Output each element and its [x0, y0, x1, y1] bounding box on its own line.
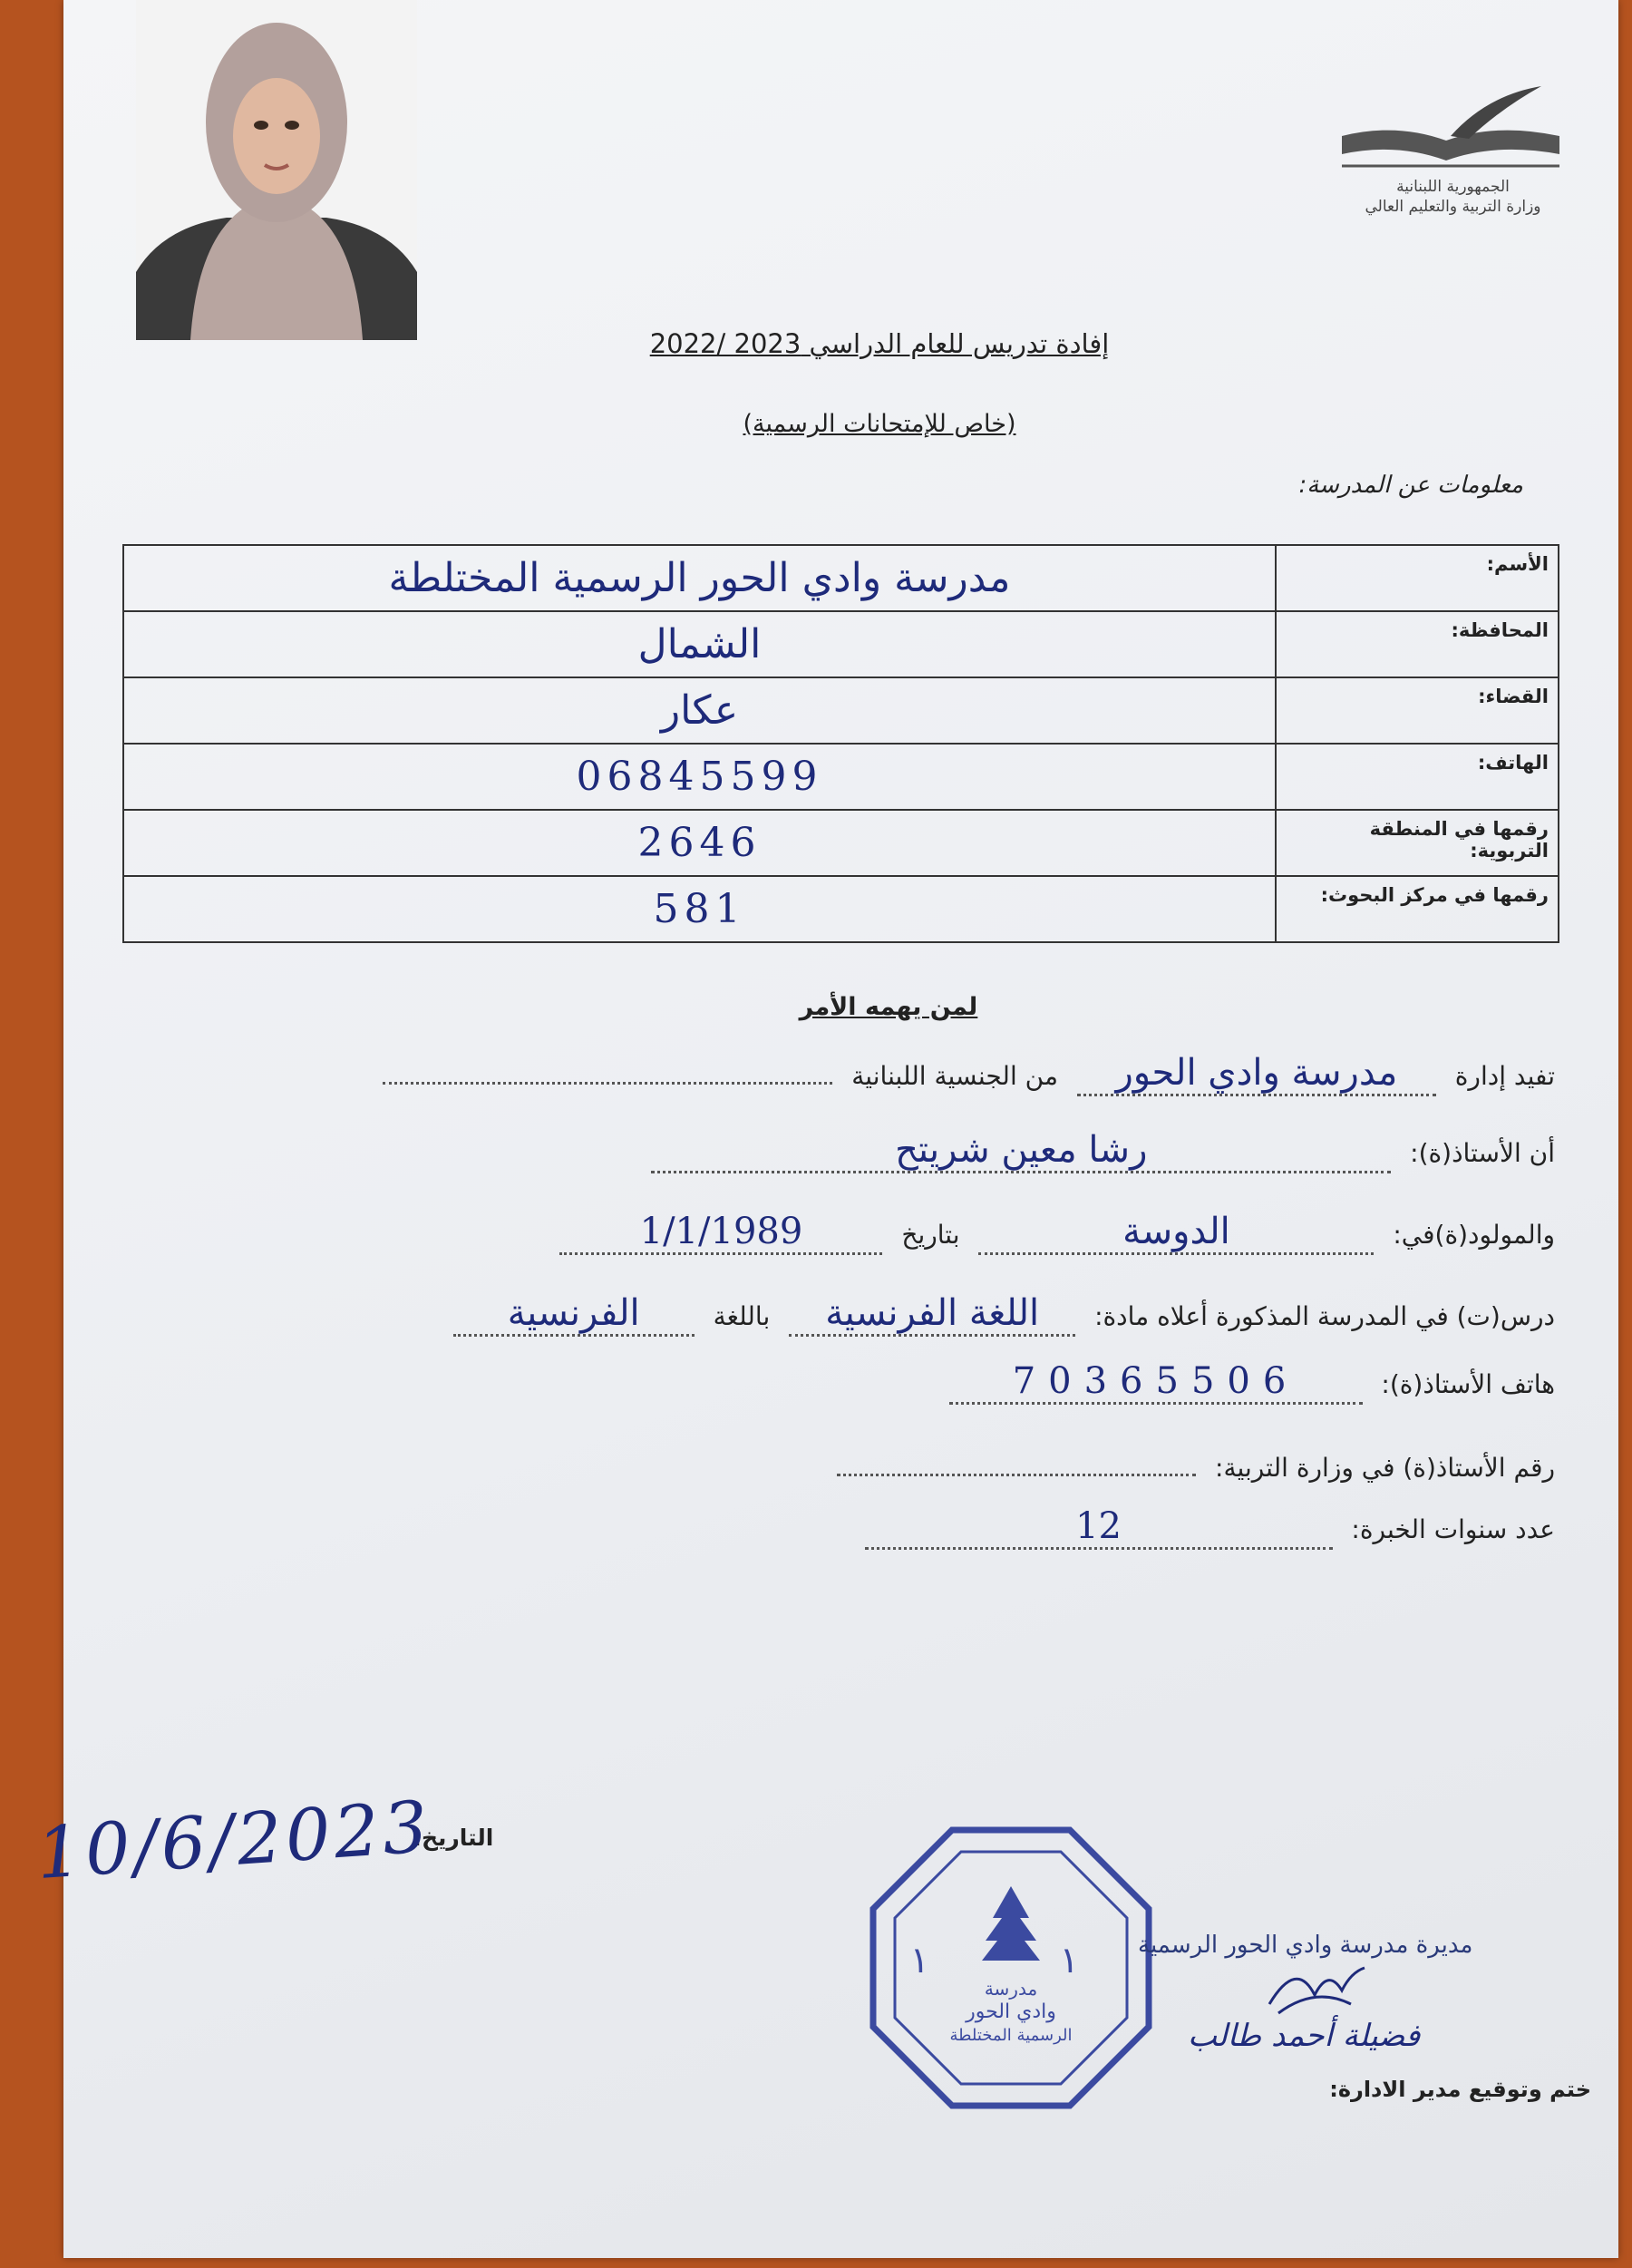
row-label: رقمها في المنطقة التربوية: [1276, 810, 1559, 876]
phone-value: 70365506 [949, 1360, 1363, 1405]
admin-line [372, 1052, 1555, 1096]
document-title: إفادة تدريس للعام الدراسي 2023 /2022 [649, 328, 1110, 359]
row-label: القضاء: [1276, 677, 1559, 744]
document-page [63, 0, 1618, 2258]
table-row [123, 744, 1559, 810]
row-label: الهاتف: [1276, 744, 1559, 810]
ministry-no-value [837, 1437, 1196, 1476]
subject-value: اللغة الفرنسية [789, 1292, 1075, 1337]
row-label: رقمها في مركز البحوث: [1276, 876, 1559, 942]
born-place: الدوسة [978, 1211, 1374, 1255]
svg-text:١: ١ [1059, 1940, 1079, 1981]
director-signature [1260, 1950, 1369, 2022]
experience-label: عدد سنوات الخبرة: [1351, 1514, 1555, 1544]
svg-text:١: ١ [909, 1940, 929, 1981]
teacher-prefix: أن الأستاذ(ة): [1410, 1138, 1555, 1168]
language-label: باللغة [713, 1301, 771, 1331]
teacher-photo [136, 0, 417, 340]
ministry-republic: الجمهورية اللبنانية [1396, 178, 1510, 196]
teacher-name: رشا معين شريتح [651, 1129, 1391, 1173]
admin-prefix: تفيد إدارة [1454, 1061, 1555, 1091]
school-stamp [866, 1823, 1156, 2113]
phone-label: هاتف الأستاذ(ة): [1381, 1369, 1555, 1399]
row-value: 2646 [123, 810, 1276, 876]
row-value: عكار [123, 677, 1276, 744]
row-label: الأسم: [1276, 545, 1559, 611]
admin-value: مدرسة وادي الحور [1077, 1052, 1436, 1096]
table-row [123, 810, 1559, 876]
blank-line [383, 1082, 832, 1085]
table-row [123, 677, 1559, 744]
issue-date: 10/6/2023 [34, 1786, 434, 1896]
row-value: الشمال [123, 611, 1276, 677]
table-row [123, 876, 1559, 942]
teacher-line [640, 1129, 1555, 1173]
school-info-table [122, 544, 1559, 943]
date-label: التاريخ: [413, 1825, 494, 1851]
experience-value: 12 [865, 1505, 1333, 1550]
row-value: 581 [123, 876, 1276, 942]
table-row [123, 611, 1559, 677]
ministry-name [1328, 177, 1578, 217]
ministry-title: وزارة التربية والتعليم العالي [1365, 198, 1541, 216]
to-whom-heading: لمن يهمه الأمر [799, 993, 978, 1021]
stamp-line: الرسمية المختلطة [949, 2026, 1073, 2045]
ministry-number-line [826, 1437, 1555, 1483]
director-role: مديرة مدرسة وادي الحور الرسمية [1138, 1932, 1473, 1959]
nationality-text: من الجنسية اللبنانية [851, 1061, 1058, 1091]
phone-line [938, 1360, 1556, 1405]
table-row [123, 545, 1559, 611]
cedar-icon [982, 1886, 1040, 1961]
row-label: المحافظة: [1276, 611, 1559, 677]
language-value: الفرنسية [453, 1292, 695, 1337]
born-prefix: والمولود(ة)في: [1393, 1220, 1555, 1250]
ministry-no-label: رقم الأستاذ(ة) في وزارة التربية: [1215, 1453, 1555, 1483]
experience-line [854, 1505, 1555, 1550]
born-line [549, 1211, 1555, 1255]
stamp-line: وادي الحور [966, 2000, 1056, 2023]
row-value: مدرسة وادي الحور الرسمية المختلطة [123, 545, 1276, 611]
subject-line [442, 1292, 1555, 1337]
document-subtitle: (خاص للإمتحانات الرسمية) [743, 410, 1016, 438]
signoff-label: ختم وتوقيع مدير الادارة: [1329, 2077, 1591, 2102]
director-name: فضيلة أحمد طالب [1188, 2018, 1421, 2054]
born-date: 1/1/1989 [559, 1211, 882, 1255]
stamp-line: مدرسة [984, 1978, 1038, 2000]
school-info-heading: معلومات عن المدرسة: [1298, 472, 1523, 499]
taught-prefix: درس(ت) في المدرسة المذكورة أعلاه مادة: [1094, 1301, 1555, 1331]
row-value: 06845599 [123, 744, 1276, 810]
born-date-label: بتاريخ [901, 1220, 960, 1250]
